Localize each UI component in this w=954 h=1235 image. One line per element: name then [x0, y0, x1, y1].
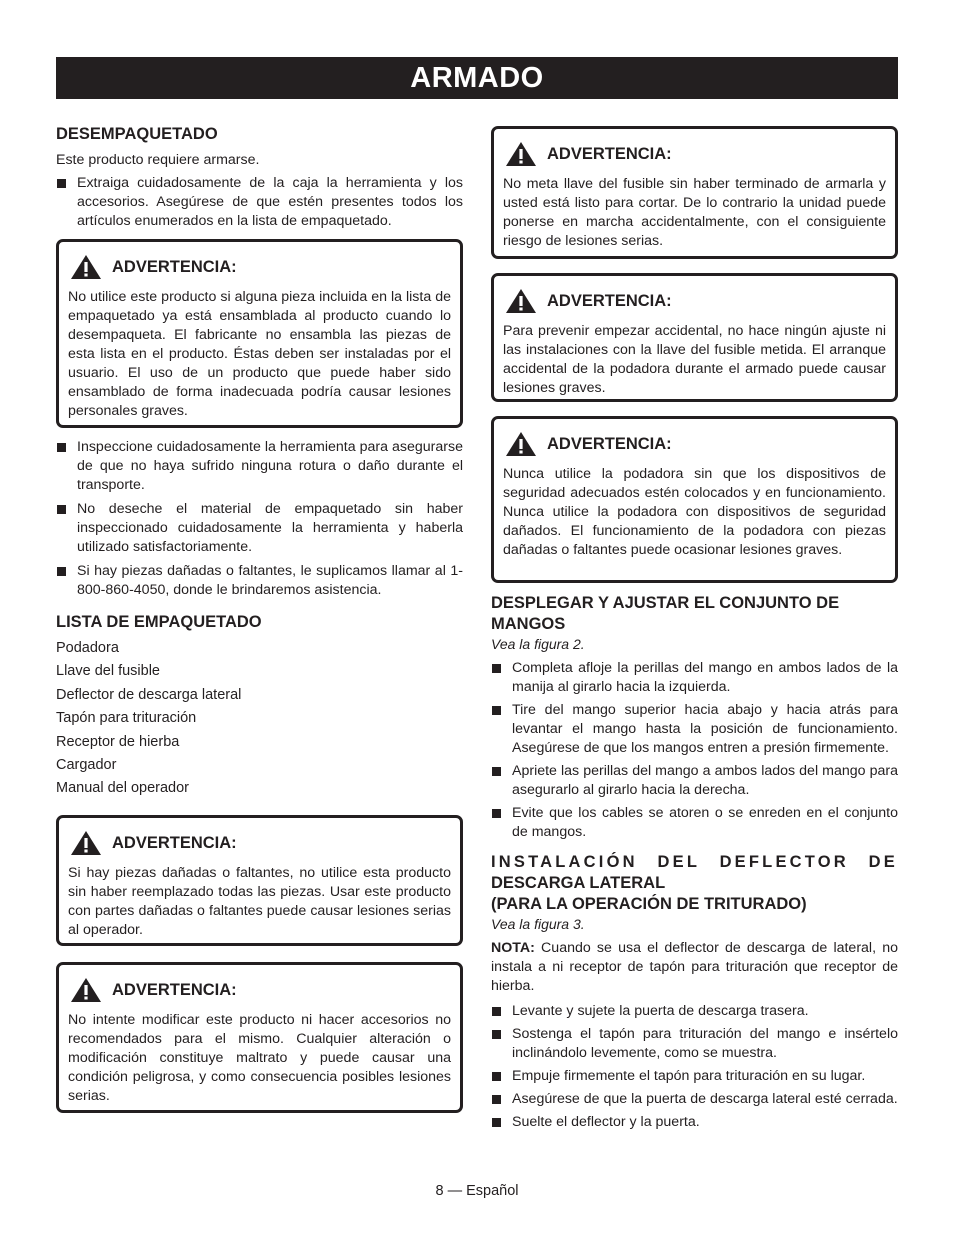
warning-box: [491, 273, 898, 402]
list-item: Levante y sujete la puerta de descarga trasera.: [491, 1002, 898, 1021]
note-text: Cuando se usa el deflector de descarga de lateral, no instala a ni receptor de tapón para trituración que receptor de hierba.: [491, 940, 898, 994]
section-banner: ARMADO: [56, 57, 898, 99]
warning-box: [56, 962, 463, 1113]
list-item: Asegúrese de que la puerta de descarga lateral esté cerrada.: [491, 1090, 898, 1109]
warning-title: ADVERTENCIA:: [112, 833, 237, 852]
warning-text: No utilice este producto si alguna pieza incluida en la lista de empaquetado ya está ensamblada al producto cuando lo desempaqueta. El fabricante no ensambla las piezas de esta lista en el producto. Éstas deben ser instaladas por el usuario. El uso de un producto que puede haber sido ensamblado de forma inadecuada podría causar lesiones personales graves.: [68, 289, 451, 419]
warning-title: ADVERTENCIA:: [112, 980, 237, 999]
list-item: Manual del operador: [56, 780, 190, 797]
note-label: NOTA:: [491, 940, 535, 956]
list-item: Tire del mango superior hacia abajo y hacia atrás para levantar el mango hasta la posición de funcionamiento. Asegúrese de que los mangos entren a presión firmemente.: [491, 701, 898, 758]
warning-text: Nunca utilice la podadora sin que los dispositivos de seguridad adecuados estén colocados y en funcionamiento. Nunca utilice la podadora con dispositivos de seguridad dañados. El funcionamiento de la podadora con piezas dañadas o faltantes puede ocasionar lesiones graves.: [503, 466, 886, 558]
page-footer: 8 — Español: [435, 1183, 519, 1199]
figure-reference: Vea la figura 2.: [491, 636, 585, 652]
list-item: Inspeccione cuidadosamente la herramienta para asegurarse de que no haya sufrido ninguna rotura o daño durante el transporte.: [56, 438, 463, 495]
list-item: No deseche el material de empaquetado sin haber inspeccionado cuidadosamente la herramienta y haberla utilizado satisfactoriamente.: [56, 500, 463, 557]
unpacking-bullets: [56, 174, 463, 231]
list-item: Tapón para trituración: [56, 710, 197, 727]
packing-list: [56, 639, 463, 797]
warning-title: ADVERTENCIA:: [547, 434, 672, 453]
unpacking-heading: DESEMPAQUETADO: [56, 125, 218, 143]
handles-heading: DESPLEGAR Y AJUSTAR EL CONJUNTO DE MANGOS: [491, 594, 840, 633]
warning-text: No meta llave del fusible sin haber terminado de armarla y usted está listo para cortar. De lo contrario la unidad puede ponerse en marcha accidentalmente, con el consiguiente riesgo de lesiones serias.: [503, 176, 886, 249]
warning-triangle-icon: [70, 254, 102, 280]
list-item: Extraiga cuidadosamente de la caja la herramienta y los accesorios. Asegúrese de que estén presentes todos los artículos enumerados en la lista de empaquetado.: [56, 174, 463, 231]
warning-text: Si hay piezas dañadas o faltantes, no utilice esta producto sin haber reemplazado todas las piezas. Usar este producto con partes dañadas o faltantes puede causar lesiones serias al operador.: [68, 865, 451, 939]
deflector-heading: [491, 852, 898, 915]
warning-text: No intente modificar este producto ni hacer accesorios no recomendados para el mismo. Cualquier alteración o modificación constituye maltrato y puede causar una condición peligrosa, y como consecuencia posibles lesiones serias.: [68, 1012, 451, 1105]
figure-reference: Vea la figura 3.: [491, 916, 585, 932]
warning-triangle-icon: [505, 431, 537, 457]
warning-triangle-icon: [70, 830, 102, 856]
packing-list-heading: LISTA DE EMPAQUETADO: [56, 613, 262, 631]
list-item: Cargador: [56, 756, 117, 773]
deflector-bullets: [491, 1002, 898, 1132]
list-item: Evite que los cables se atoren o se enreden en el conjunto de mangos.: [491, 804, 898, 842]
warning-triangle-icon: [70, 977, 102, 1003]
warning-box: [491, 416, 898, 583]
list-item: Deflector de descarga lateral: [56, 686, 242, 703]
warning-triangle-icon: [505, 141, 537, 167]
deflector-heading-line: (PARA LA OPERACIÓN DE TRITURADO): [491, 895, 807, 913]
warning-box: [491, 126, 898, 259]
warning-box: [56, 239, 463, 428]
warning-title: ADVERTENCIA:: [547, 144, 672, 163]
list-item: Empuje firmemente el tapón para trituración en su lugar.: [491, 1067, 898, 1086]
warning-triangle-icon: [505, 288, 537, 314]
warning-title: ADVERTENCIA:: [547, 291, 672, 310]
list-item: Apriete las perillas del mango a ambos lados del mango para asegurarlo al girarlo hacia la derecha.: [491, 762, 898, 800]
list-item: Si hay piezas dañadas o faltantes, le suplicamos llamar al 1-800-860-4050, donde le brindaremos asistencia.: [56, 562, 463, 600]
warning-title: ADVERTENCIA:: [112, 257, 237, 276]
list-item: Receptor de hierba: [56, 733, 180, 750]
deflector-heading-line: DESCARGA LATERAL: [491, 874, 666, 892]
inspection-bullets: [56, 438, 463, 600]
unpacking-intro: Este producto requiere armarse.: [56, 152, 260, 168]
handles-bullets: [491, 659, 898, 842]
deflector-heading-line: INSTALACIÓN DEL DEFLECTOR DE: [491, 853, 898, 871]
warning-box: [56, 815, 463, 946]
list-item: Sostenga el tapón para trituración del mango e insértelo inclinándolo levemente, como se muestra.: [491, 1025, 898, 1063]
list-item: Llave del fusible: [56, 663, 160, 680]
right-column: [491, 126, 898, 1136]
list-item: Podadora: [56, 640, 119, 656]
note: [491, 939, 898, 996]
left-column: [56, 124, 463, 1113]
list-item: Suelte el deflector y la puerta.: [491, 1113, 898, 1132]
warning-text: Para prevenir empezar accidental, no hace ningún ajuste ni las instalaciones con la llave del fusible metida. El arranque accidental de la podadora durante el armado puede causar lesiones graves.: [503, 323, 886, 396]
list-item: Completa afloje la perillas del mango en ambos lados de la manija al girarlo hacia la izquierda.: [491, 659, 898, 697]
